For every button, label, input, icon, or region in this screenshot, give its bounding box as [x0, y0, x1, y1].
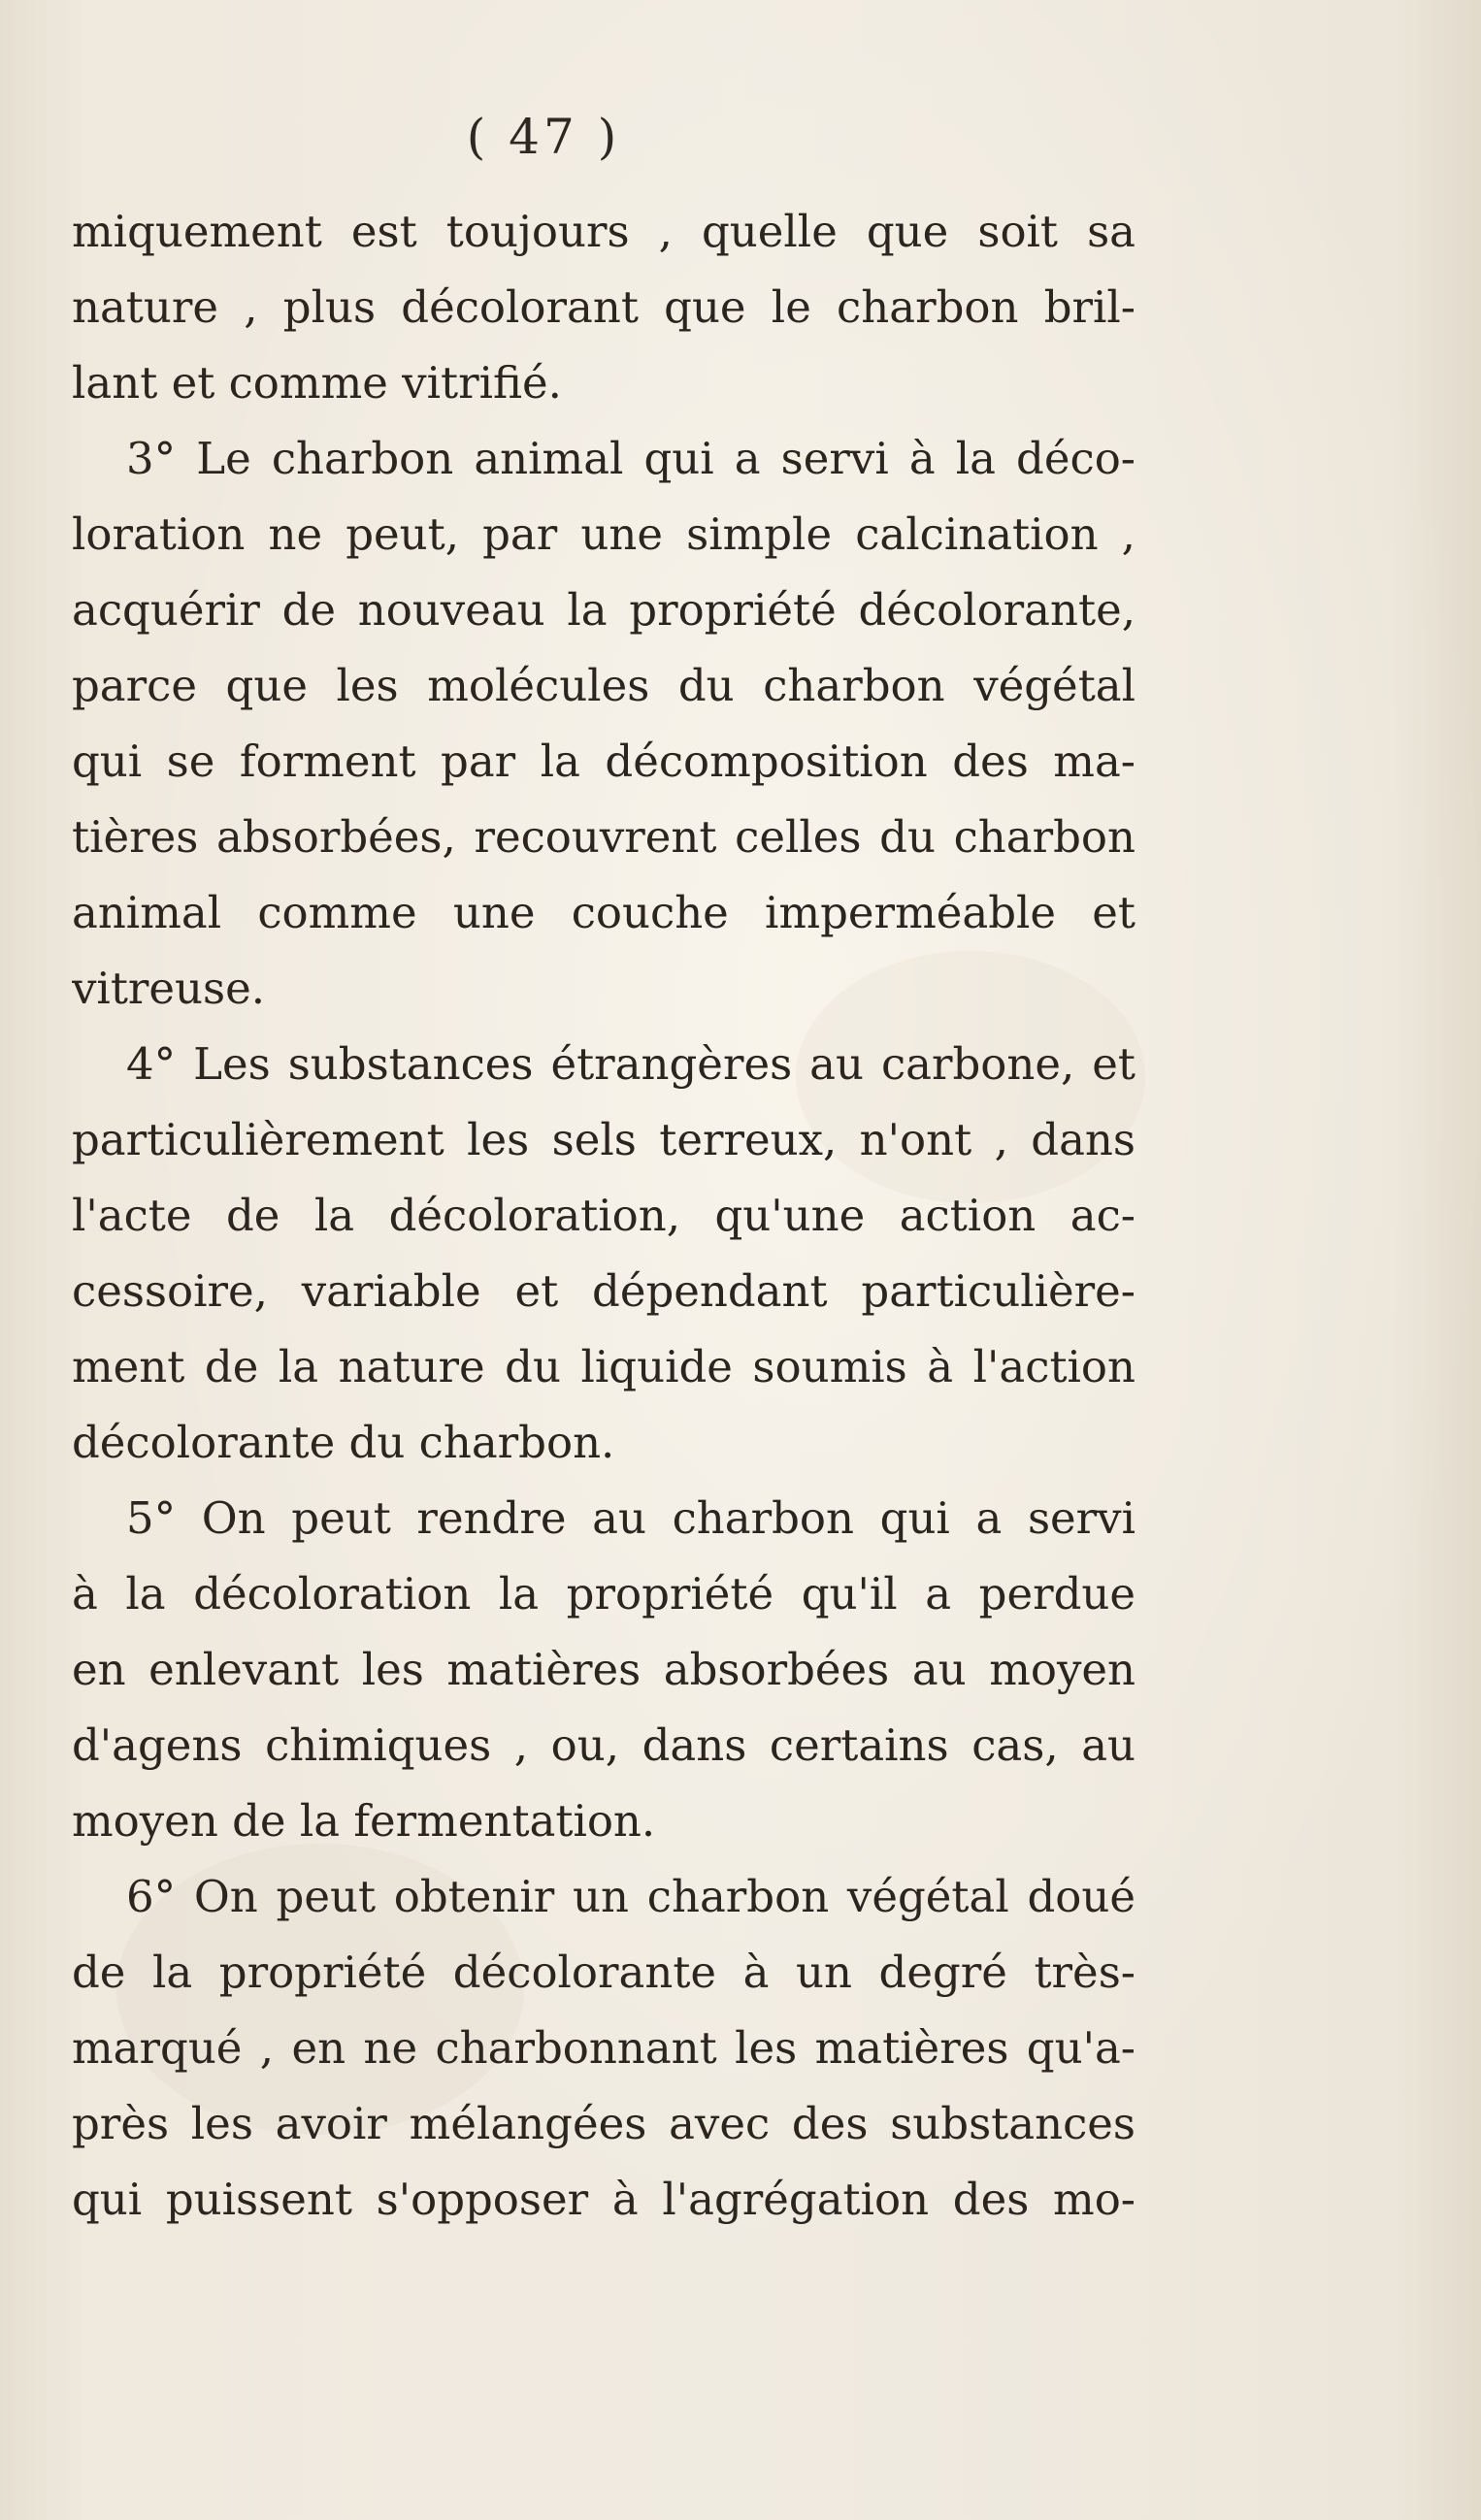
- text-line: qui puissent s'opposer à l'agrégation des mo-: [72, 2174, 1135, 2225]
- text-line: marqué , en ne charbonnant les matières qu'a-: [72, 2022, 1135, 2074]
- text-line: à la décoloration la propriété qu'il a perdue: [72, 1568, 1135, 1620]
- paragraph-2: [72, 421, 1135, 1027]
- text-line: qui se forment par la décomposition des ma-: [72, 736, 1135, 787]
- text-line: tières absorbées, recouvrent celles du charbon: [72, 811, 1135, 863]
- text-line: 6° On peut obtenir un charbon végétal doué: [126, 1871, 1135, 1922]
- text-line: décolorante du charbon.: [72, 1417, 615, 1468]
- paragraph-3: [72, 1027, 1135, 1481]
- text-line: lant et comme vitrifié.: [72, 357, 562, 409]
- text-line: cessoire, variable et dépendant particulière-: [72, 1265, 1135, 1317]
- body-text: [72, 194, 1135, 2238]
- text-line: loration ne peut, par une simple calcination ,: [72, 508, 1135, 560]
- text-line: animal comme une couche imperméable et: [72, 887, 1135, 938]
- paragraph-5: [72, 1859, 1135, 2238]
- text-line: particulièrement les sels terreux, n'ont , dans: [72, 1114, 1135, 1165]
- text-line: en enlevant les matières absorbées au moyen: [72, 1644, 1135, 1695]
- text-line: parce que les molécules du charbon végétal: [72, 660, 1135, 711]
- text-line: d'agens chimiques , ou, dans certains cas, au: [72, 1719, 1135, 1771]
- text-line: 4° Les substances étrangères au carbone, et: [126, 1038, 1135, 1090]
- text-line: vitreuse.: [72, 963, 266, 1014]
- text-line: près les avoir mélangées avec des substances: [72, 2098, 1135, 2149]
- text-line: 3° Le charbon animal qui a servi à la déco-: [126, 433, 1135, 484]
- paragraph-1: [72, 194, 1135, 421]
- page-number: ( 47 ): [466, 109, 621, 165]
- text-line: miquement est toujours , quelle que soit sa: [72, 206, 1135, 257]
- text-line: 5° On peut rendre au charbon qui a servi: [126, 1492, 1135, 1544]
- text-line: nature , plus décolorant que le charbon bril-: [72, 281, 1135, 333]
- text-line: de la propriété décolorante à un degré très-: [72, 1947, 1135, 1998]
- paragraph-4: [72, 1481, 1135, 1859]
- text-line: moyen de la fermentation.: [72, 1795, 656, 1847]
- text-line: ment de la nature du liquide soumis à l'action: [72, 1341, 1135, 1392]
- text-line: l'acte de la décoloration, qu'une action ac-: [72, 1190, 1135, 1241]
- text-line: acquérir de nouveau la propriété décolorante,: [72, 584, 1135, 636]
